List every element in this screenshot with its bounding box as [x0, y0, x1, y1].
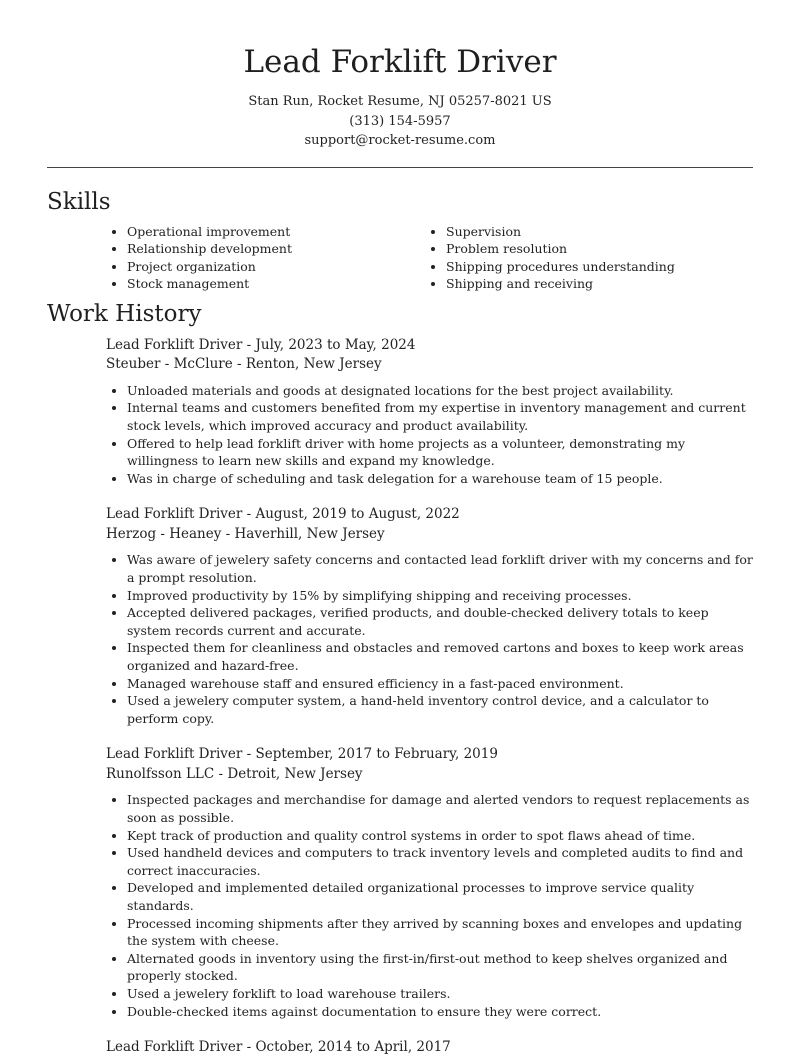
candidate-name: Lead Forklift Driver: [243, 44, 557, 80]
job-entry: [106, 1038, 753, 1058]
job-bullet: • Used handheld devices and computers to track inventory levels and completed audits to find and correct inaccuracies.: [127, 844, 753, 879]
job-bullet: • Unloaded materials and goods at designated locations for the best project availability.: [127, 382, 753, 400]
job-company-line: Runolfsson LLC - Detroit, New Jersey: [106, 765, 363, 782]
skill-item: • Shipping procedures understanding: [446, 258, 685, 276]
job-title-line: Lead Forklift Driver - October, 2014 to April, 2017: [106, 1039, 451, 1056]
work-history-list: [47, 336, 753, 1058]
job-company-line: Steuber - McClure - Renton, New Jersey: [106, 356, 382, 373]
email: support@rocket-resume.com: [304, 133, 496, 148]
job-bullet: • Kept track of production and quality control systems in order to spot flaws ahead of time.: [127, 827, 753, 845]
skills-heading: Skills: [47, 188, 111, 215]
skill-item: • Shipping and receiving: [446, 275, 685, 293]
job-bullet: • Internal teams and customers benefited from my expertise in inventory management and current stock levels, which improved accuracy and product availability.: [127, 399, 753, 434]
skill-item: • Project organization: [127, 258, 366, 276]
job-bullet: • Developed and implemented detailed organizational processes to improve service quality standards.: [127, 879, 753, 914]
job-bullet: • Processed incoming shipments after they arrived by scanning boxes and envelopes and updating the system with cheese.: [127, 915, 753, 950]
skills-column-right: [366, 223, 685, 293]
job-bullet: • Offered to help lead forklift driver with home projects as a volunteer, demonstrating my willingness to learn new skills and expand my knowledge.: [127, 435, 753, 470]
job-bullets: [106, 382, 753, 488]
skill-item: • Stock management: [127, 275, 366, 293]
skill-item: • Problem resolution: [446, 240, 685, 258]
job-entry: [106, 505, 753, 727]
job-title-line: Lead Forklift Driver - August, 2019 to August, 2022: [106, 506, 460, 523]
skill-item: • Supervision: [446, 223, 685, 241]
skill-item: • Operational improvement: [127, 223, 366, 241]
job-bullet: • Managed warehouse staff and ensured efficiency in a fast-paced environment.: [127, 675, 753, 693]
work-history-heading: Work History: [47, 300, 202, 327]
job-title-line: Lead Forklift Driver - July, 2023 to May, 2024: [106, 336, 416, 353]
divider: [47, 167, 753, 168]
phone: (313) 154-5957: [349, 113, 451, 129]
contact-info: [47, 92, 753, 151]
skill-item: • Relationship development: [127, 240, 366, 258]
job-bullet: • Double-checked items against documentation to ensure they were correct.: [127, 1003, 753, 1021]
skills-column-left: [47, 223, 366, 293]
job-bullet: • Was in charge of scheduling and task delegation for a warehouse team of 15 people.: [127, 470, 753, 488]
job-bullet: • Was aware of jewelery safety concerns and contacted lead forklift driver with my concerns and for a prompt resolution.: [127, 551, 753, 586]
job-entry: [106, 745, 753, 1020]
skills-list: [47, 223, 753, 293]
job-bullets: [106, 791, 753, 1020]
job-bullet: • Accepted delivered packages, verified products, and double-checked delivery totals to keep system records current and accurate.: [127, 604, 753, 639]
job-company-line: Herzog - Heaney - Haverhill, New Jersey: [106, 525, 385, 542]
job-title-line: Lead Forklift Driver - September, 2017 to February, 2019: [106, 746, 498, 763]
job-bullet: • Used a jewelery computer system, a hand-held inventory control device, and a calculator to perform copy.: [127, 692, 753, 727]
job-entry: [106, 336, 753, 488]
job-bullet: • Inspected packages and merchandise for damage and alerted vendors to request replacements as soon as possible.: [127, 791, 753, 826]
address: Stan Run, Rocket Resume, NJ 05257-8021 US: [248, 94, 552, 109]
job-bullets: [106, 551, 753, 727]
job-bullet: • Alternated goods in inventory using the first-in/first-out method to keep shelves organized and properly stocked.: [127, 950, 753, 985]
job-bullet: • Inspected them for cleanliness and obstacles and removed cartons and boxes to keep work areas organized and hazard-free.: [127, 639, 753, 674]
job-bullet: • Improved productivity by 15% by simplifying shipping and receiving processes.: [127, 587, 753, 605]
job-bullet: • Used a jewelery forklift to load warehouse trailers.: [127, 985, 753, 1003]
